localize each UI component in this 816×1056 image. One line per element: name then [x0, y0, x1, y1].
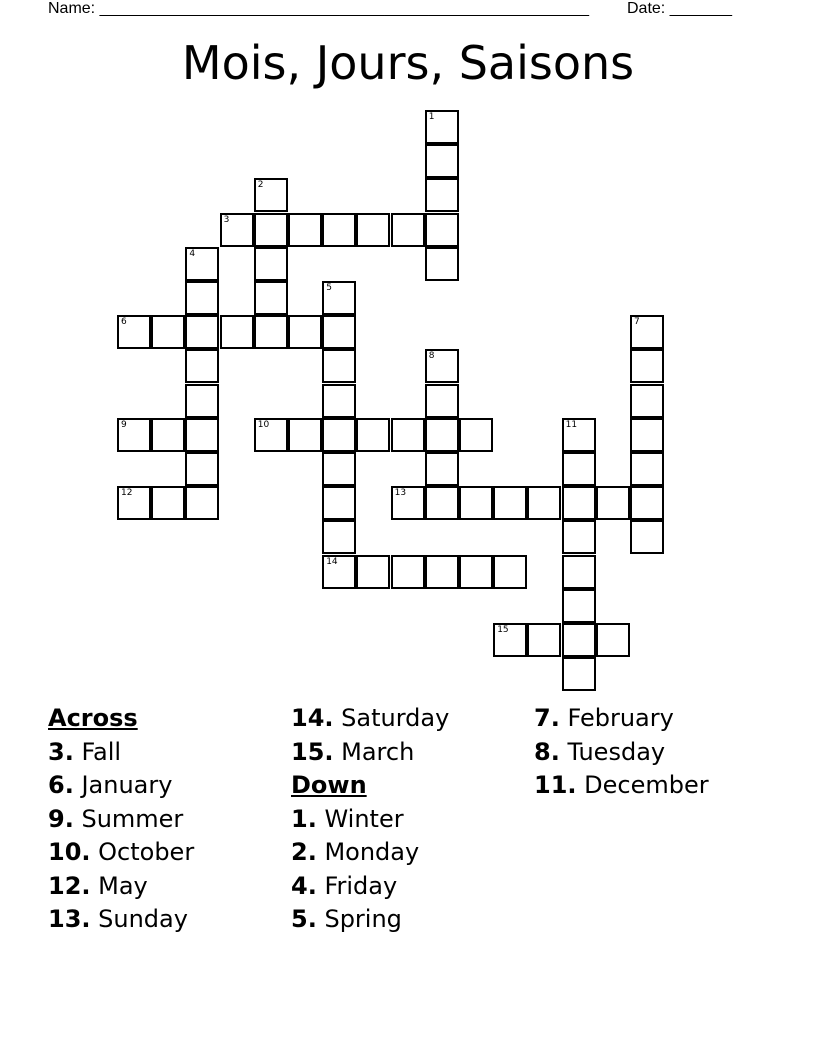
crossword-cell[interactable] — [562, 657, 596, 691]
clue-item-number: 15. — [291, 737, 334, 766]
crossword-cell[interactable] — [425, 178, 459, 212]
crossword-cell[interactable] — [322, 281, 356, 315]
name-field-label: Name: _______________________________________________________ — [48, 0, 589, 17]
clue-item-text: Friday — [316, 871, 398, 900]
clue-number-label: 10 — [257, 419, 270, 430]
clue-item — [291, 903, 449, 937]
clue-item-text: Fall — [73, 737, 122, 766]
crossword-cell[interactable] — [151, 418, 185, 452]
crossword-cell[interactable] — [596, 486, 630, 520]
crossword-cell[interactable] — [322, 486, 356, 520]
crossword-cell[interactable] — [562, 452, 596, 486]
clue-item — [48, 870, 194, 904]
clue-item-number: 4. — [291, 871, 317, 900]
clue-column-1 — [48, 702, 194, 937]
clue-item-number: 1. — [291, 804, 317, 833]
clue-item-text: January — [73, 771, 173, 799]
clue-item — [291, 803, 449, 837]
crossword-cell[interactable] — [254, 418, 288, 452]
crossword-cell[interactable] — [630, 384, 664, 418]
clue-column-3 — [534, 702, 709, 803]
clue-item-number: 9. — [48, 804, 74, 833]
clue-item-text: March — [333, 737, 415, 766]
clue-item-number: 6. — [48, 771, 74, 799]
crossword-cell[interactable] — [185, 486, 219, 520]
clue-item-text: May — [90, 871, 148, 900]
crossword-cell[interactable] — [425, 110, 459, 144]
crossword-cell[interactable] — [117, 486, 151, 520]
crossword-cell[interactable] — [185, 281, 219, 315]
crossword-cell[interactable] — [322, 520, 356, 554]
crossword-cell[interactable] — [322, 315, 356, 349]
crossword-cell[interactable] — [493, 486, 527, 520]
clue-number-label: 13 — [394, 488, 407, 499]
crossword-cell[interactable] — [425, 213, 459, 247]
clue-number-label: 4 — [189, 248, 196, 259]
crossword-cell[interactable] — [459, 418, 493, 452]
crossword-cell[interactable] — [493, 555, 527, 589]
crossword-cell[interactable] — [527, 486, 561, 520]
crossword-cell[interactable] — [254, 178, 288, 212]
crossword-cell[interactable] — [425, 452, 459, 486]
clue-item — [534, 702, 709, 736]
crossword-cell[interactable] — [562, 555, 596, 589]
clue-heading: Down — [291, 771, 367, 799]
clue-item-number: 14. — [291, 704, 334, 732]
crossword-cell[interactable] — [630, 486, 664, 520]
clue-item-text: February — [559, 704, 674, 732]
clue-number-label: 14 — [326, 556, 338, 567]
crossword-cell[interactable] — [322, 555, 356, 589]
crossword-cell[interactable] — [562, 520, 596, 554]
crossword-cell[interactable] — [288, 418, 322, 452]
clue-item-number: 5. — [291, 905, 317, 933]
crossword-cell[interactable] — [425, 418, 459, 452]
crossword-cell[interactable] — [562, 486, 596, 520]
crossword-cell[interactable] — [220, 315, 254, 349]
clue-item — [291, 870, 449, 904]
clue-item — [48, 903, 194, 937]
clue-item — [534, 736, 709, 770]
clue-item-number: 12. — [48, 871, 91, 900]
crossword-cell[interactable] — [562, 589, 596, 623]
crossword-cell[interactable] — [425, 384, 459, 418]
clue-heading: Across — [48, 704, 138, 732]
crossword-cell[interactable] — [425, 247, 459, 281]
crossword-cell[interactable] — [596, 623, 630, 657]
crossword-cell[interactable] — [254, 213, 288, 247]
crossword-cell[interactable] — [425, 555, 459, 589]
crossword-cell[interactable] — [493, 623, 527, 657]
crossword-cell[interactable] — [391, 418, 425, 452]
crossword-cell[interactable] — [322, 349, 356, 383]
crossword-cell[interactable] — [322, 418, 356, 452]
clue-number-label: 15 — [497, 625, 509, 635]
clue-number-label: 3 — [223, 214, 230, 225]
crossword-cell[interactable] — [117, 315, 151, 349]
crossword-cell[interactable] — [356, 418, 390, 452]
clue-column-2 — [291, 702, 449, 937]
crossword-cell[interactable] — [391, 486, 425, 520]
crossword-cell[interactable] — [562, 623, 596, 657]
clue-item-text: Saturday — [333, 704, 450, 732]
clue-item-text: October — [90, 838, 195, 866]
crossword-cell[interactable] — [185, 452, 219, 486]
clue-item-text: Spring — [316, 905, 402, 933]
crossword-cell[interactable] — [562, 418, 596, 452]
clue-item-text: Winter — [316, 804, 404, 833]
page-title: Mois, Jours, Saisons — [181, 36, 635, 90]
clue-item-number: 7. — [534, 704, 560, 732]
clue-item-text: December — [576, 771, 709, 799]
clue-number-label: 6 — [121, 317, 127, 328]
crossword-cell[interactable] — [356, 555, 390, 589]
date-field-label: Date: _______ — [627, 0, 732, 17]
crossword-cell[interactable] — [322, 213, 356, 247]
clue-item-number: 3. — [48, 737, 74, 766]
clue-item-number: 2. — [291, 838, 317, 866]
clue-item-number: 10. — [48, 838, 91, 866]
crossword-cell[interactable] — [425, 486, 459, 520]
clue-number-label: 8 — [428, 351, 435, 362]
crossword-cell[interactable] — [322, 384, 356, 418]
crossword-cell[interactable] — [185, 418, 219, 452]
crossword-cell[interactable] — [185, 247, 219, 281]
clue-item — [291, 836, 449, 870]
clue-item-number: 11. — [534, 771, 577, 799]
clue-number-label: 7 — [634, 317, 640, 328]
clue-item — [534, 769, 709, 803]
crossword-cell[interactable] — [185, 315, 219, 349]
clue-number-label: 12 — [121, 488, 133, 499]
crossword-cell[interactable] — [117, 418, 151, 452]
crossword-cell[interactable] — [151, 486, 185, 520]
clue-item — [291, 702, 449, 736]
clue-item-number: 13. — [48, 905, 91, 933]
crossword-cell[interactable] — [630, 418, 664, 452]
crossword-cell[interactable] — [220, 213, 254, 247]
clue-item-text: Tuesday — [559, 737, 666, 766]
clue-item — [291, 736, 449, 770]
crossword-cell[interactable] — [322, 452, 356, 486]
clue-item-text: Sunday — [90, 905, 188, 933]
crossword-cell[interactable] — [151, 315, 185, 349]
crossword-cell[interactable] — [288, 315, 322, 349]
crossword-cell[interactable] — [254, 315, 288, 349]
clue-item-text: Summer — [73, 804, 184, 833]
clue-number-label: 9 — [121, 419, 127, 430]
crossword-cell[interactable] — [459, 555, 493, 589]
crossword-cell[interactable] — [254, 281, 288, 315]
crossword-cell[interactable] — [630, 452, 664, 486]
crossword-cell[interactable] — [459, 486, 493, 520]
crossword-cell[interactable] — [527, 623, 561, 657]
clue-item — [48, 836, 194, 870]
crossword-cell[interactable] — [185, 384, 219, 418]
crossword-cell[interactable] — [185, 349, 219, 383]
crossword-cell[interactable] — [630, 520, 664, 554]
clue-item — [48, 769, 194, 803]
clue-number-label: 2 — [257, 180, 264, 191]
crossword-cell[interactable] — [288, 213, 322, 247]
clue-item — [48, 736, 194, 770]
crossword-cell[interactable] — [425, 144, 459, 178]
crossword-cell[interactable] — [254, 247, 288, 281]
crossword-cell[interactable] — [391, 213, 425, 247]
crossword-cell[interactable] — [425, 349, 459, 383]
clue-number-label: 11 — [565, 419, 578, 430]
crossword-cell[interactable] — [630, 315, 664, 349]
crossword-cell[interactable] — [630, 349, 664, 383]
crossword-cell[interactable] — [391, 555, 425, 589]
clue-number-label: 1 — [428, 112, 435, 122]
clue-item-number: 8. — [534, 737, 560, 766]
clue-item-text: Monday — [316, 838, 420, 866]
crossword-cell[interactable] — [356, 213, 390, 247]
clue-number-label: 5 — [326, 283, 332, 293]
clue-item — [48, 803, 194, 837]
